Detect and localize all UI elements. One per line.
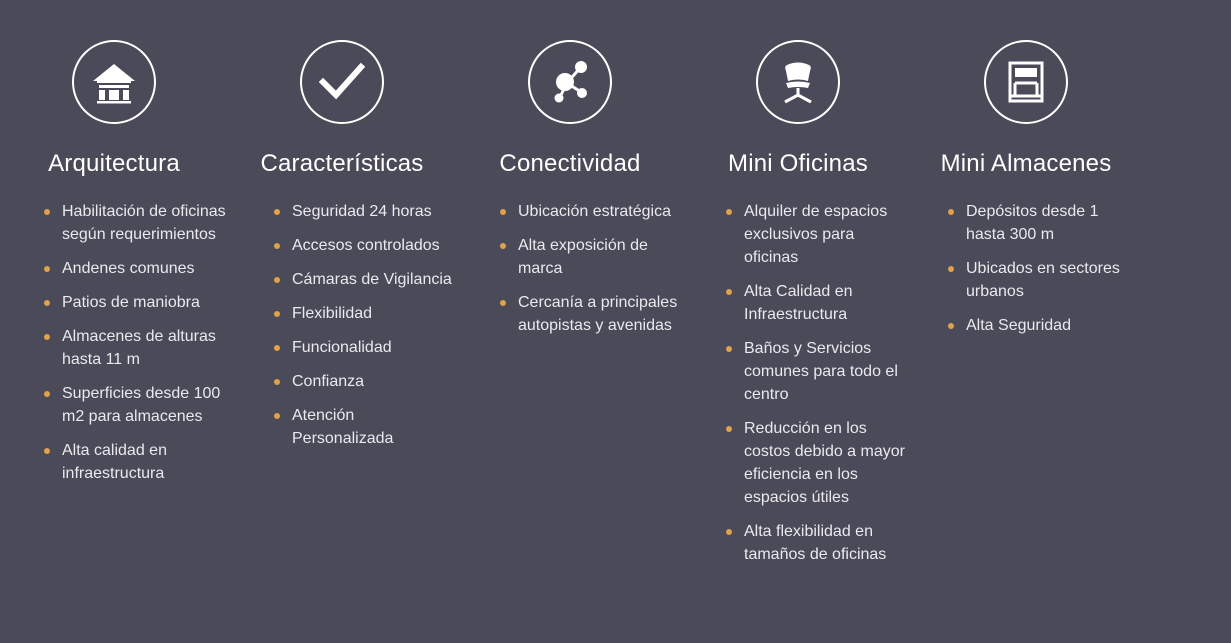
list-item: Cámaras de Vigilancia <box>274 268 456 291</box>
column-title: Mini Oficinas <box>728 150 868 177</box>
feature-column-conectividad <box>456 40 684 348</box>
feature-column-caracteristicas <box>228 40 456 461</box>
list-item: Confianza <box>274 370 456 393</box>
list-item: Depósitos desde 1 hasta 300 m <box>948 200 1136 246</box>
feature-list <box>912 200 1142 348</box>
list-item: Ubicados en sectores urbanos <box>948 257 1136 303</box>
list-item: Alta flexibilidad en tamaños de oficinas <box>726 520 912 566</box>
list-item: Alta Seguridad <box>948 314 1136 337</box>
list-item: Alta exposición de marca <box>500 234 682 280</box>
column-title: Arquitectura <box>48 150 180 177</box>
list-item: Ubicación estratégica <box>500 200 682 223</box>
feature-column-arquitectura <box>0 40 228 496</box>
list-item: Alta Calidad en Infraestructura <box>726 280 912 326</box>
list-item: Alquiler de espacios exclusivos para oficinas <box>726 200 912 269</box>
house-icon <box>72 40 156 124</box>
list-item: Flexibilidad <box>274 302 456 325</box>
feature-column-mini-almacenes <box>912 40 1140 348</box>
column-title: Características <box>260 150 424 177</box>
check-icon <box>300 40 384 124</box>
list-item: Reducción en los costos debido a mayor eficiencia en los espacios útiles <box>726 417 912 509</box>
list-item: Andenes comunes <box>44 257 232 280</box>
column-title: Conectividad <box>499 150 641 177</box>
list-item: Funcionalidad <box>274 336 456 359</box>
office-chair-icon <box>756 40 840 124</box>
feature-list <box>228 200 456 461</box>
feature-column-mini-oficinas <box>684 40 912 577</box>
feature-list <box>684 200 918 577</box>
network-nodes-icon <box>528 40 612 124</box>
feature-list <box>0 200 232 496</box>
list-item: Baños y Servicios comunes para todo el centro <box>726 337 912 406</box>
list-item: Almacenes de alturas hasta 11 m <box>44 325 232 371</box>
list-item: Patios de maniobra <box>44 291 232 314</box>
list-item: Accesos controlados <box>274 234 456 257</box>
list-item: Cercanía a principales autopistas y avenidas <box>500 291 682 337</box>
column-title: Mini Almacenes <box>940 150 1112 177</box>
list-item: Seguridad 24 horas <box>274 200 456 223</box>
list-item: Atención Personalizada <box>274 404 456 450</box>
feature-list <box>456 200 688 348</box>
list-item: Superficies desde 100 m2 para almacenes <box>44 382 232 428</box>
list-item: Habilitación de oficinas según requerimientos <box>44 200 232 246</box>
list-item: Alta calidad en infraestructura <box>44 439 232 485</box>
warehouse-box-icon <box>984 40 1068 124</box>
